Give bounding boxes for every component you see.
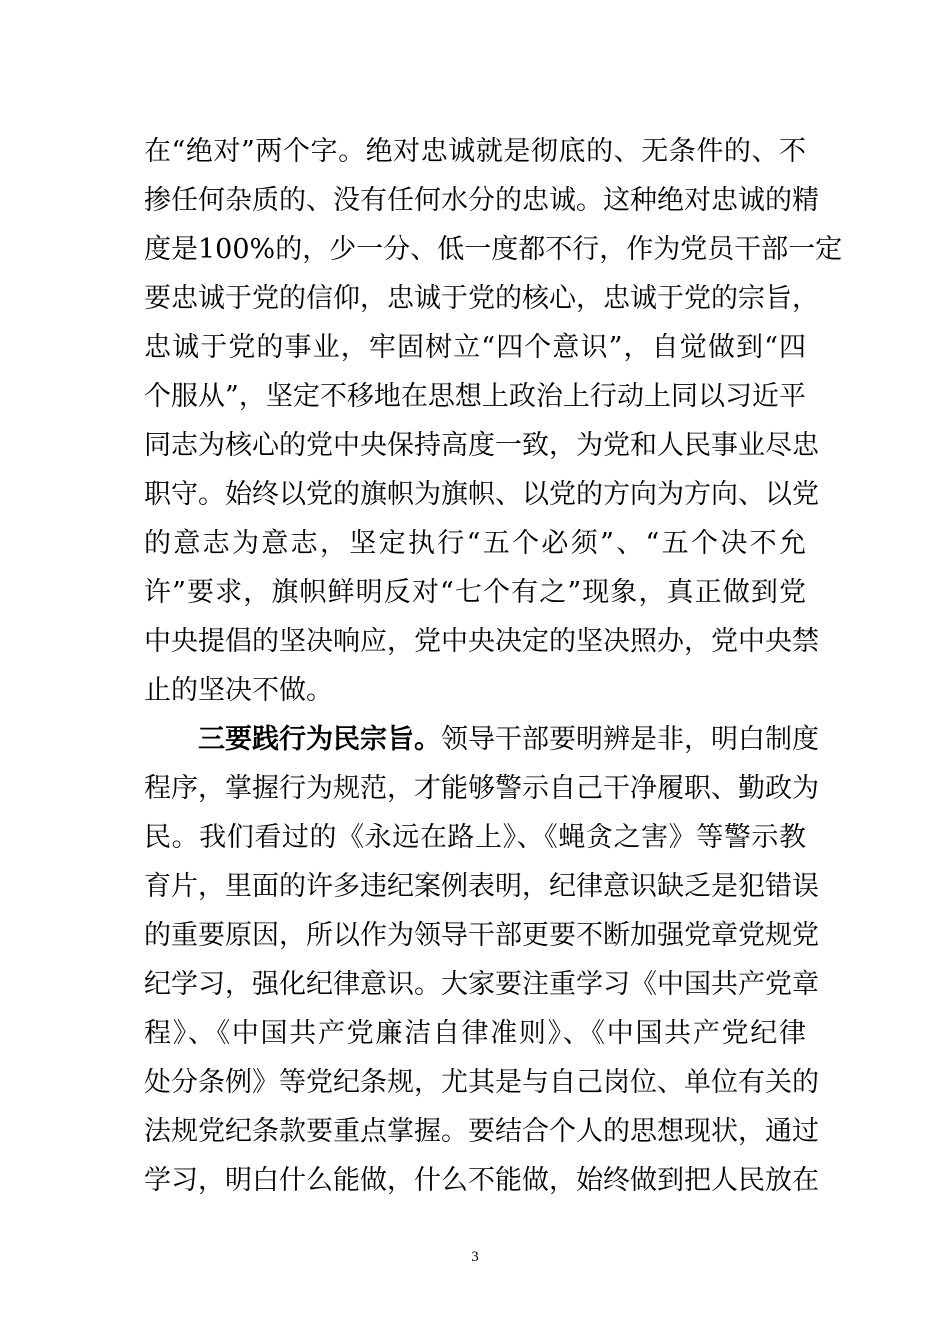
paragraph-text: 领导干部要明辨是非，明白制度 xyxy=(441,724,819,755)
paragraph-line: 中央提倡的坚决响应，党中央决定的坚决照办，党中央禁 xyxy=(144,626,819,657)
paragraph-line: 民。我们看过的《永远在路上》、《蝇贪之害》等警示教 xyxy=(144,822,806,853)
paragraph-line: 度是100%的，少一分、低一度都不行，作为党员干部一定 xyxy=(144,234,843,265)
paragraph-line: 忠诚于党的事业，牢固树立“四个意识”，自觉做到“四 xyxy=(144,332,806,363)
paragraph-line: 法规党纪条款要重点掌握。要结合个人的思想现状，通过 xyxy=(144,1116,819,1147)
paragraph-first-line xyxy=(198,720,819,760)
paragraph-line: 要忠诚于党的信仰，忠诚于党的核心，忠诚于党的宗旨， xyxy=(144,283,819,314)
section-heading: 三要践行为民宗旨。 xyxy=(198,724,441,755)
paragraph-line: 掺任何杂质的、没有任何水分的忠诚。这种绝对忠诚的精 xyxy=(144,185,819,216)
paragraph-line: 纪学习，强化纪律意识。大家要注重学习《中国共产党章 xyxy=(144,969,819,1000)
paragraph-line: 程序，掌握行为规范，才能够警示自己干净履职、勤政为 xyxy=(144,773,819,804)
paragraph-line: 许”要求，旗帜鲜明反对“七个有之”现象，真正做到党 xyxy=(144,577,806,608)
paragraph-line: 处分条例》等党纪条规，尤其是与自己岗位、单位有关的 xyxy=(144,1067,819,1098)
paragraph-line: 的重要原因，所以作为领导干部更要不断加强党章党规党 xyxy=(144,920,819,951)
page-number: 3 xyxy=(471,1249,479,1265)
paragraph-line: 学习，明白什么能做，什么不能做，始终做到把人民放在 xyxy=(144,1165,819,1196)
paragraph-line: 在“绝对”两个字。绝对忠诚就是彻底的、无条件的、不 xyxy=(144,136,806,167)
paragraph-line: 程》、《中国共产党廉洁自律准则》、《中国共产党纪律 xyxy=(144,1018,806,1049)
paragraph-line: 止的坚决不做。 xyxy=(144,675,333,706)
paragraph-line: 职守。始终以党的旗帜为旗帜、以党的方向为方向、以党 xyxy=(144,479,819,510)
paragraph-line: 同志为核心的党中央保持高度一致，为党和人民事业尽忠 xyxy=(144,430,819,461)
paragraph-line: 个服从”，坚定不移地在思想上政治上行动上同以习近平 xyxy=(144,381,806,412)
paragraph-line: 育片，里面的许多违纪案例表明，纪律意识缺乏是犯错误 xyxy=(144,871,819,902)
paragraph-line: 的意志为意志，坚定执行“五个必须”、“五个决不允 xyxy=(144,528,806,559)
